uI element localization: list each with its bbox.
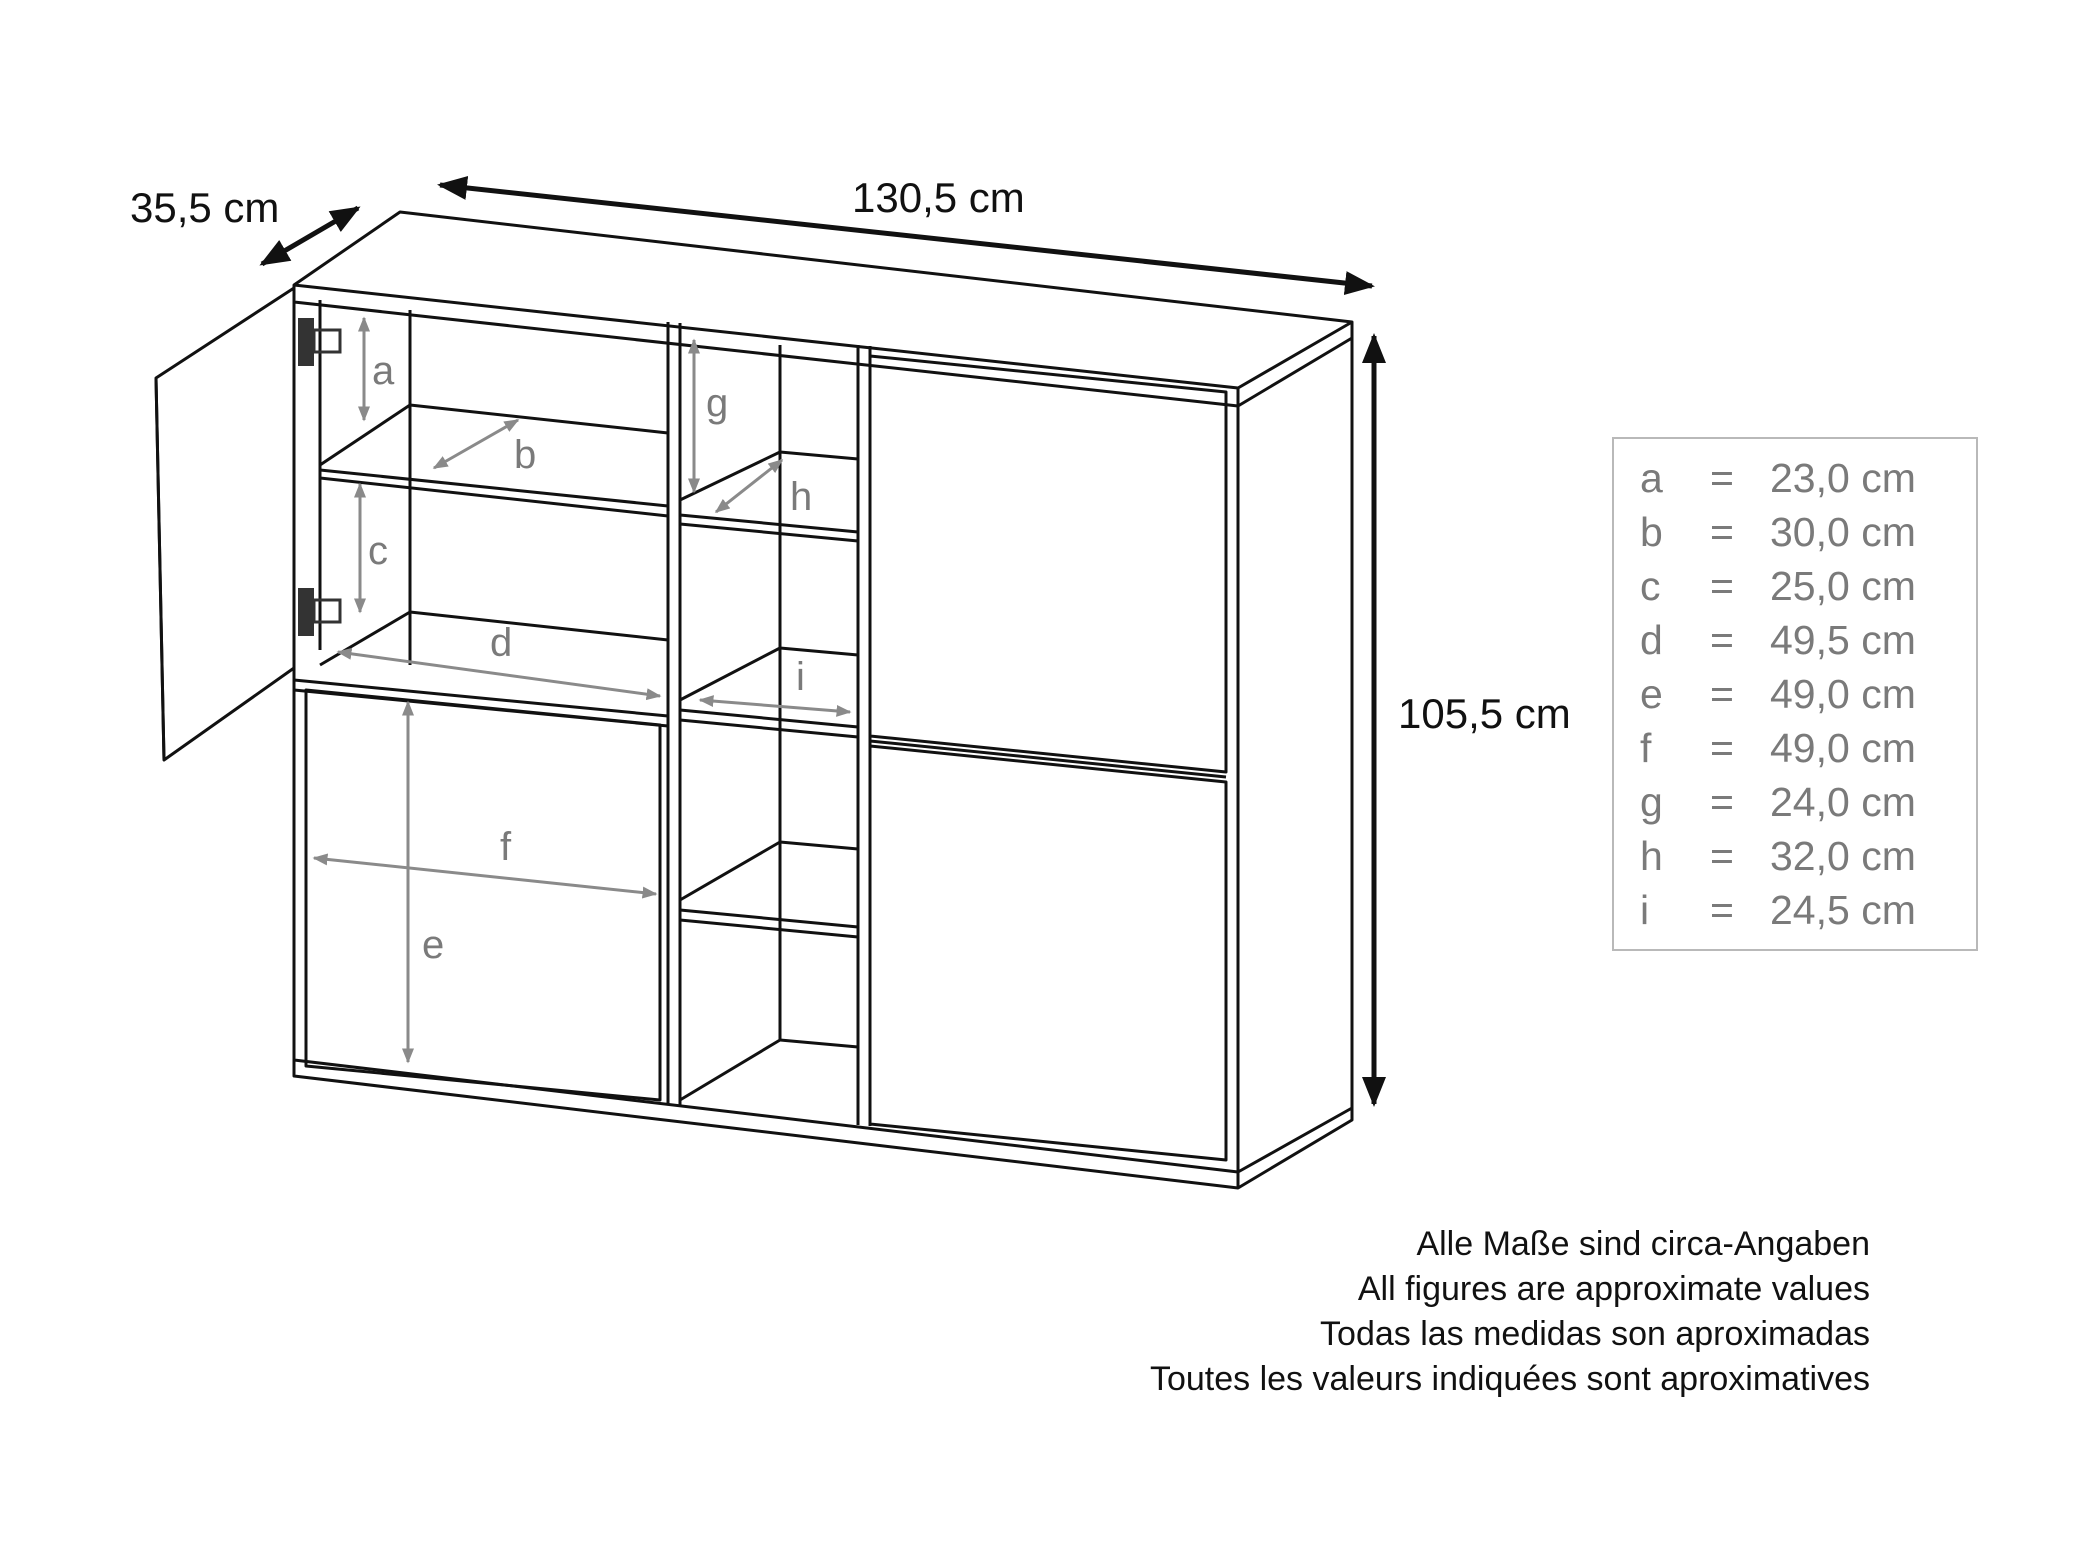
upper-right-door bbox=[870, 356, 1226, 772]
legend-key: f bbox=[1640, 725, 1652, 771]
legend-value: 24,0 cm bbox=[1770, 779, 1916, 825]
legend-equals: = bbox=[1710, 887, 1734, 933]
legend-equals: = bbox=[1710, 509, 1734, 555]
label-f: f bbox=[500, 825, 512, 869]
legend-row-d bbox=[1640, 617, 1970, 671]
legend-row-a bbox=[1640, 455, 1970, 509]
lower-right-door bbox=[870, 746, 1226, 1160]
legend-equals: = bbox=[1710, 455, 1734, 501]
arrow-b bbox=[434, 420, 518, 468]
legend-equals: = bbox=[1710, 563, 1734, 609]
legend-key: b bbox=[1640, 509, 1663, 555]
cabinet-outline bbox=[156, 212, 1352, 1188]
label-h: h bbox=[790, 475, 813, 519]
legend-row-i bbox=[1640, 887, 1970, 941]
note-german: Alle Maße sind circa-Angaben bbox=[1416, 1225, 1870, 1263]
open-left-door bbox=[156, 288, 294, 760]
lower-left-door bbox=[306, 690, 660, 1100]
legend-row-h bbox=[1640, 833, 1970, 887]
dimension-legend bbox=[1612, 437, 1978, 951]
legend-row-g bbox=[1640, 779, 1970, 833]
legend-key: h bbox=[1640, 833, 1663, 879]
legend-equals: = bbox=[1710, 725, 1734, 771]
legend-equals: = bbox=[1710, 833, 1734, 879]
label-b: b bbox=[514, 433, 537, 477]
legend-key: i bbox=[1640, 887, 1650, 933]
legend-row-e bbox=[1640, 671, 1970, 725]
legend-row-c bbox=[1640, 563, 1970, 617]
label-c: c bbox=[368, 529, 388, 573]
legend-value: 49,0 cm bbox=[1770, 725, 1916, 771]
legend-key: c bbox=[1640, 563, 1661, 609]
legend-equals: = bbox=[1710, 779, 1734, 825]
label-g: g bbox=[706, 381, 729, 425]
legend-row-b bbox=[1640, 509, 1970, 563]
height-label: 105,5 cm bbox=[1398, 690, 1571, 737]
width-label: 130,5 cm bbox=[852, 174, 1025, 221]
legend-value: 24,5 cm bbox=[1770, 887, 1916, 933]
label-i: i bbox=[796, 655, 805, 699]
arrow-i bbox=[700, 700, 850, 712]
label-e: e bbox=[422, 923, 445, 967]
legend-key: a bbox=[1640, 455, 1663, 501]
legend-value: 30,0 cm bbox=[1770, 509, 1916, 555]
approximate-values-note bbox=[1150, 1222, 1870, 1402]
note-english: All figures are approximate values bbox=[1357, 1270, 1870, 1308]
legend-key: d bbox=[1640, 617, 1663, 663]
arrow-f bbox=[314, 858, 656, 894]
legend-value: 49,5 cm bbox=[1770, 617, 1916, 663]
depth-label: 35,5 cm bbox=[130, 184, 280, 231]
note-french: Toutes les valeurs indiquées sont aproximatives bbox=[1149, 1360, 1870, 1398]
legend-value: 32,0 cm bbox=[1770, 833, 1916, 879]
legend-value: 23,0 cm bbox=[1770, 455, 1916, 501]
legend-key: g bbox=[1640, 779, 1663, 825]
legend-equals: = bbox=[1710, 617, 1734, 663]
legend-key: e bbox=[1640, 671, 1663, 717]
legend-value: 49,0 cm bbox=[1770, 671, 1916, 717]
label-a: a bbox=[372, 349, 395, 393]
legend-row-f bbox=[1640, 725, 1970, 779]
note-spanish: Todas las medidas son aproximadas bbox=[1320, 1315, 1870, 1353]
right-side-panel bbox=[1238, 338, 1352, 1172]
legend-value: 25,0 cm bbox=[1770, 563, 1916, 609]
label-d: d bbox=[490, 621, 513, 665]
legend-equals: = bbox=[1710, 671, 1734, 717]
